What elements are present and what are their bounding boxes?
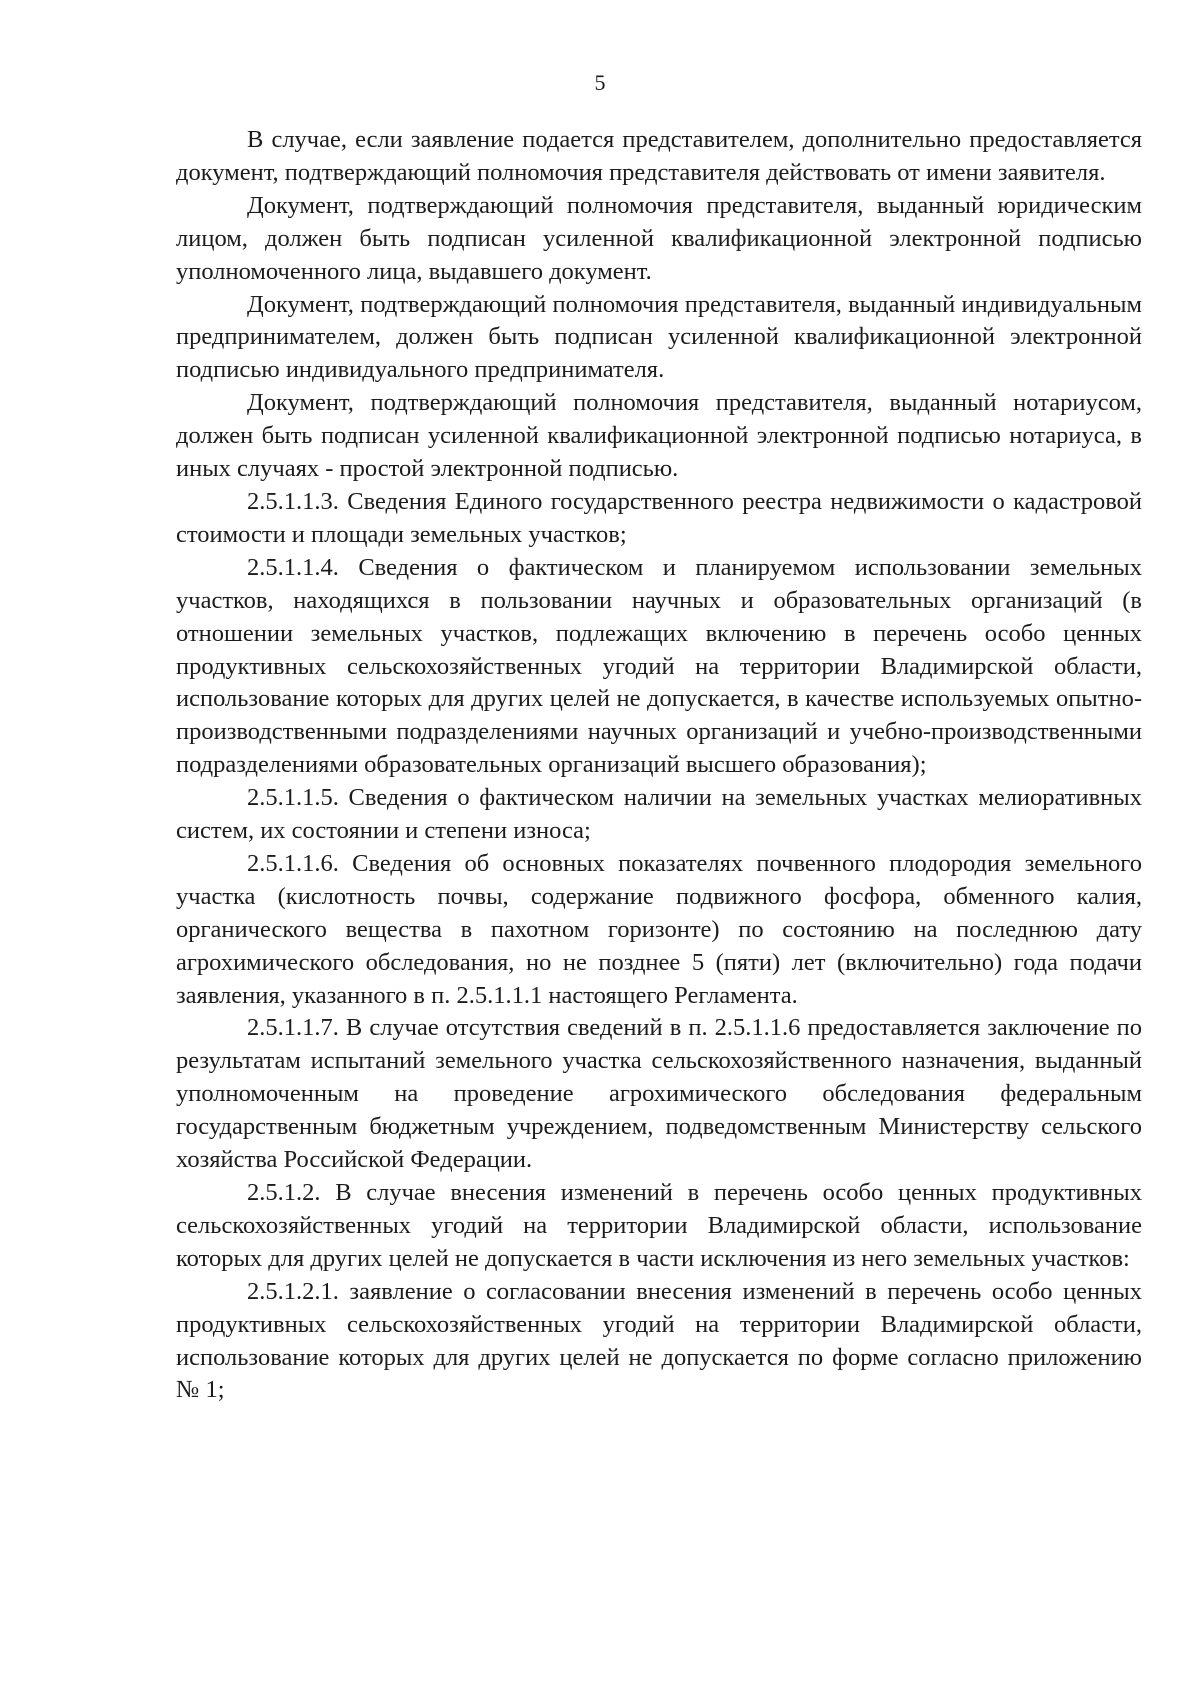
paragraph: 2.5.1.1.5. Сведения о фактическом наличии на земельных участках мелиоративных систем, их состоянии и степени износа; — [176, 784, 1142, 845]
paragraph: 2.5.1.2. В случае внесения изменений в перечень особо ценных продуктивных сельскохозяйственных угодий на территории Владимирской области, использование которых для других целей не допускается в части исключения из него земельных участков: — [176, 1179, 1142, 1272]
paragraph: Документ, подтверждающий полномочия представителя, выданный юридическим лицом, должен быть подписан усиленной квалификационной электронной подписью уполномоченного лица, выдавшего документ. — [176, 191, 1142, 285]
paragraph: 2.5.1.1.6. Сведения об основных показателях почвенного плодородия земельного участка (кислотность почвы, содержание подвижного фосфора, обменного калия, органического вещества в пахотном горизонте) по состоянию на последнюю дату агрохимического обследования, но не позднее 5 (пяти) лет (включительно) года подачи заявления, указанного в п. 2.5.1.1.1 настоящего Регламента. — [176, 849, 1142, 1009]
paragraph: 2.5.1.2.1. заявление о согласовании внесения изменений в перечень особо ценных продуктивных сельскохозяйственных угодий на территории Владимирской области, использование которых для других целей не допускается по форме согласно приложению № 1; — [176, 1277, 1142, 1404]
paragraph: 2.5.1.1.3. Сведения Единого государственного реестра недвижимости о кадастровой стоимости и площади земельных участков; — [176, 487, 1142, 548]
document-body — [176, 124, 1142, 1407]
paragraph: В случае, если заявление подается представителем, дополнительно предоставляется документ, подтверждающий полномочия представителя действовать от имени заявителя. — [176, 126, 1142, 186]
paragraph: 2.5.1.1.4. Сведения о фактическом и планируемом использовании земельных участков, находящихся в пользовании научных и образовательных организаций (в отношении земельных участков, подлежащих включению в перечень особо ценных продуктивных сельскохозяйственных угодий на территории Владимирской области, использование которых для других целей не допускается, в качестве используемых опытно-производственными подразделениями научных организаций и учебно-производственными подразделениями образовательных организаций высшего образования); — [176, 553, 1142, 779]
page-number: 5 — [594, 70, 606, 95]
paragraph: 2.5.1.1.7. В случае отсутствия сведений в п. 2.5.1.1.6 предоставляется заключение по результатам испытаний земельного участка сельскохозяйственного назначения, выданный уполномоченным на проведение агрохимического обследования федеральным государственным бюджетным учреждением, подведомственным Министерству сельского хозяйства Российской Федерации. — [176, 1014, 1142, 1174]
paragraph: Документ, подтверждающий полномочия представителя, выданный нотариусом, должен быть подписан усиленной квалификационной электронной подписью нотариуса, в иных случаях - простой электронной подписью. — [176, 389, 1142, 483]
paragraph: Документ, подтверждающий полномочия представителя, выданный индивидуальным предпринимателем, должен быть подписан усиленной квалификационной электронной подписью индивидуального предпринимателя. — [176, 290, 1142, 384]
